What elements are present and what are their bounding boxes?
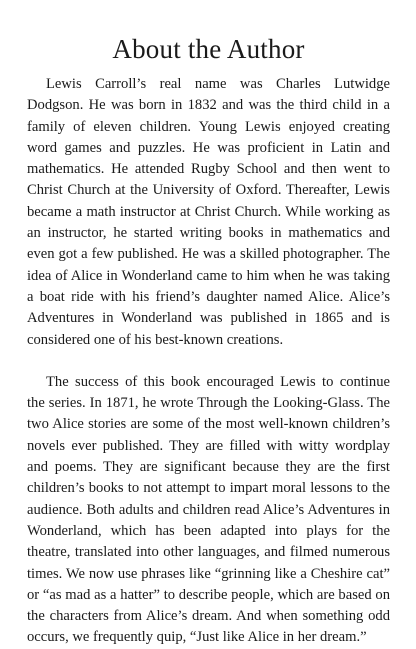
body-paragraph-2: The success of this book encouraged Lewis to continue the series. In 1871, he wrote Through the Looking-Glass. The two Alice stories are some of the most well-known children’s novels ever published. They are filled with witty wordplay and poems. They are significant because they are the first children’s books to not attempt to impart moral lessons to the audience. Both adults and children read Alice’s Adventures in Wonderland, which has been adapted into plays for the theatre, translated into other languages, and filmed numerous times. We now use phrases like “grinning like a Cheshire cat” or “as mad as a hatter” to describe people, which are based on the characters from Alice’s dream. And when something odd occurs, we frequently quip, “Just like Alice in her dream.” xyxy=(27,373,390,646)
body-paragraph-1: Lewis Carroll’s real name was Charles Lutwidge Dodgson. He was born in 1832 and was the third child in a family of eleven children. Young Lewis enjoyed creating word games and puzzles. He was proficient in Latin and mathematics. He attended Rugby School and then went to Christ Church at the University of Oxford. Thereafter, Lewis became a math instructor at Christ Church. While working as an instructor, he started writing books in mathematics and even got a few published. He was a skilled photographer. The idea of Alice in Wonderland came to him when he was taking a boat ride with his friend’s daughter named Alice. Alice’s Adventures in Wonderland was published in 1865 and is considered one of his best-known creations. xyxy=(27,76,390,348)
page-title: About the Author xyxy=(112,34,305,64)
